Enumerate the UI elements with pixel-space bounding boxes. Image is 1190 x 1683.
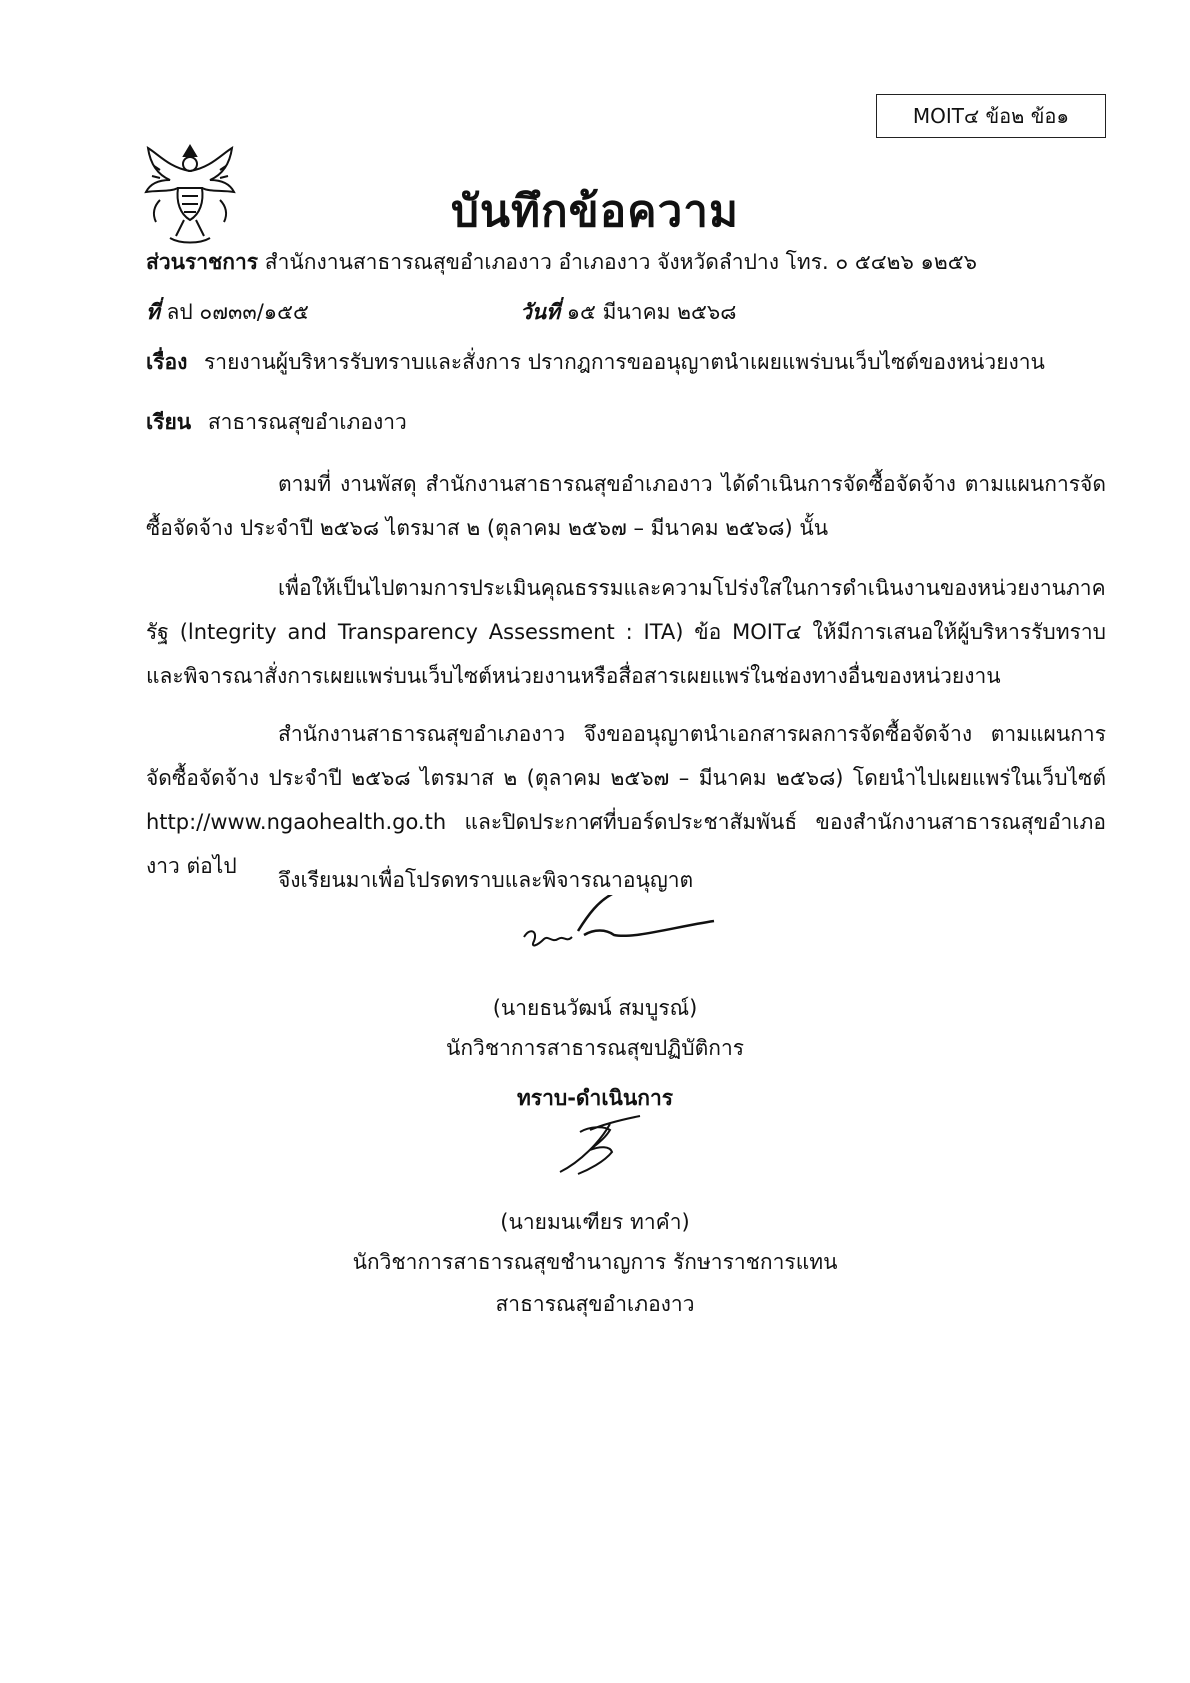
closing-line: จึงเรียนมาเพื่อโปรดทราบและพิจารณาอนุญาต (278, 868, 694, 892)
ref-line (146, 296, 309, 329)
ref-label: ที่ (146, 300, 160, 324)
signature-1-icon (520, 895, 720, 955)
approval-text: ทราบ-ดำเนินการ (516, 1086, 674, 1110)
to-label: เรียน (146, 410, 192, 434)
ref-value: ลป ๐๗๓๓/๑๕๕ (166, 300, 309, 324)
to-line (146, 406, 407, 439)
signer-2-name: (นายมนเฑียร ทาคำ) (500, 1210, 690, 1234)
paragraph-2 (146, 566, 1106, 698)
signature-2-icon (550, 1110, 650, 1180)
department-value: สำนักงานสาธารณสุขอำเภองาว อำเภองาว จังหวัดลำปาง โทร. ๐ ๕๔๒๖ ๑๒๕๖ (264, 250, 977, 274)
date-line (520, 296, 736, 329)
signer-1-name: (นายธนวัฒน์ สมบูรณ์) (492, 996, 698, 1020)
page-title: บันทึกข้อความ (450, 186, 739, 237)
subject-value: รายงานผู้บริหารรับทราบและสั่งการ ปรากฎการขออนุญาตนำเผยแพร่บนเว็บไซต์ของหน่วยงาน (204, 350, 1045, 374)
date-value: ๑๕ มีนาคม ๒๕๖๘ (566, 300, 737, 324)
to-value: สาธารณสุขอำเภองาว (207, 410, 407, 434)
paragraph-1-text: ตามที่ งานพัสดุ สำนักงานสาธารณสุขอำเภองาว ได้ดำเนินการจัดซื้อจัดจ้าง ตามแผนการจัดซื้อจัดจ้าง ประจำปี ๒๕๖๘ ไตรมาส ๒ (ตุลาคม ๒๕๖๗ – มีนาคม ๒๕๖๘) นั้น (146, 472, 1106, 540)
paragraph-1 (146, 462, 1106, 550)
document-tag: MOIT๔ ข้อ๒ ข้อ๑ (876, 94, 1106, 138)
department-line (146, 246, 977, 279)
subject-label: เรื่อง (146, 350, 188, 374)
paragraph-3-text: สำนักงานสาธารณสุขอำเภองาว จึงขออนุญาตนำเอกสารผลการจัดซื้อจัดจ้าง ตามแผนการจัดซื้อจัดจ้าง ประจำปี ๒๕๖๘ ไตรมาส ๒ (ตุลาคม ๒๕๖๗ – มีนาคม ๒๕๖๘) โดยนำไปเผยแพร่ในเว็บไซต์ http://www.ngaohealth.go.th และปิดประกาศที่บอร์ดประชาสัมพันธ์ ของสำนักงานสาธารณสุขอำเภองาว ต่อไป (146, 722, 1106, 878)
paragraph-2-text: เพื่อให้เป็นไปตามการประเมินคุณธรรมและความโปร่งใสในการดำเนินงานของหน่วยงานภาครัฐ (lntegrity and Transparency Assessment : ITA) ข้อ MOIT๔ ให้มีการเสนอให้ผู้บริหารรับทราบและพิจารณาสั่งการเผยแพร่บนเว็บไซต์หน่วยงานหรือสื่อสารเผยแพร่ในช่องทางอื่นของหน่วยงาน (146, 576, 1106, 688)
paragraph-3 (146, 712, 1106, 888)
signer-2-position2: สาธารณสุขอำเภองาว (495, 1292, 695, 1316)
signer-1-position: นักวิชาการสาธารณสุขปฏิบัติการ (445, 1036, 745, 1060)
department-label: ส่วนราชการ (146, 250, 259, 274)
date-label: วันที่ (520, 300, 560, 324)
signer-2-position: นักวิชาการสาธารณสุขชำนาญการ รักษาราชการแทน (352, 1250, 838, 1274)
subject-line (146, 346, 1045, 379)
